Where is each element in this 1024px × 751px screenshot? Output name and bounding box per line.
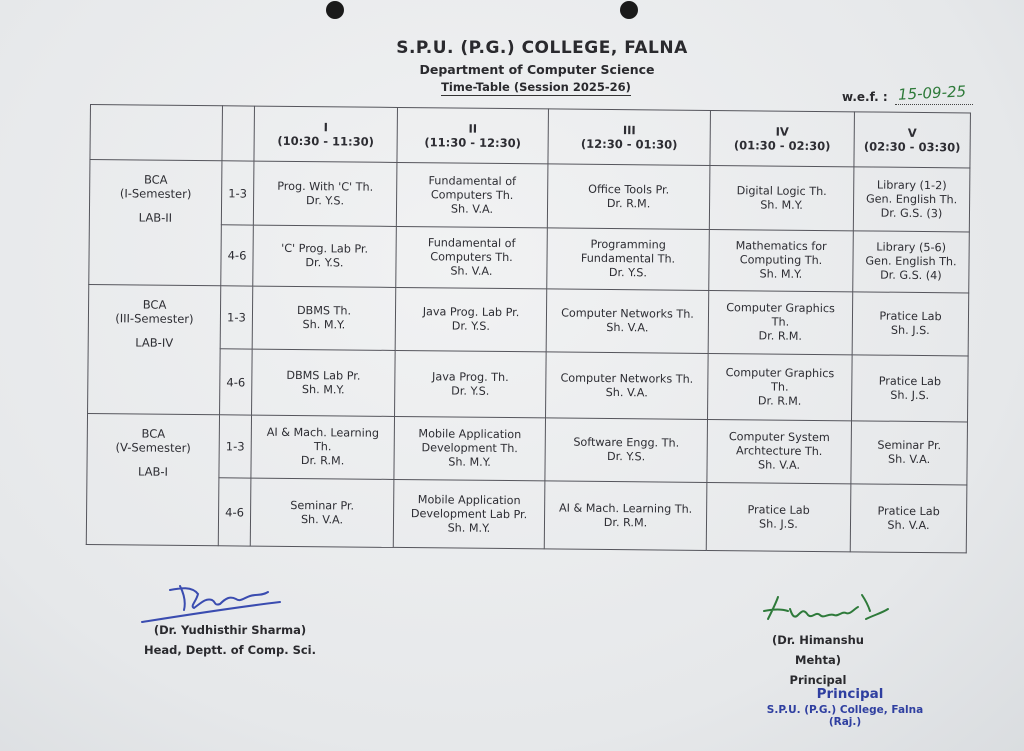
class-cell — [853, 167, 970, 232]
principal-signature-block — [748, 630, 888, 690]
class-cell-line: Fundamental of — [427, 236, 516, 251]
class-cell-line: Java Prog. Th. — [432, 369, 509, 384]
class-cell-line: Dr. Y.S. — [607, 449, 646, 464]
class-cell — [850, 484, 967, 553]
class-cell-line: Library (1-2) — [876, 178, 947, 192]
class-cell-line: Th. — [771, 315, 790, 329]
class-cell — [252, 349, 396, 416]
class-cell-line: Pratice Lab — [747, 502, 810, 517]
class-cell-line: Sh. M.Y. — [302, 318, 346, 332]
class-cell-line: Dr. Y.S. — [451, 319, 490, 333]
wef-label: w.e.f. : — [842, 90, 888, 104]
class-cell — [547, 164, 710, 230]
class-cell-line: Sh. V.A. — [605, 385, 648, 399]
class-cell-line: Mobile Application — [417, 492, 521, 507]
class-cell-line: 'C' Prog. Lab Pr. — [281, 241, 369, 256]
class-cell-line: Mathematics for — [735, 239, 827, 254]
class-cell-line: Sh. J.S. — [890, 323, 930, 338]
class-cell-line: Dr. R.M. — [603, 515, 648, 529]
class-cell — [396, 162, 548, 227]
class-cell-line: Development Lab Pr. — [410, 506, 528, 521]
slot-cell: 1-3 — [220, 286, 253, 349]
class-cell-line: Sh. M.Y. — [759, 267, 803, 281]
class-cell-line: Th. — [771, 380, 789, 394]
class-cell-line: Computer Graphics — [726, 301, 835, 316]
stamp-line-2: S.P.U. (P.G.) College, Falna (Raj.) — [766, 704, 924, 728]
class-cell-line: Dr. G.S. (3) — [880, 206, 943, 220]
class-cell-line: Library (5-6) — [876, 240, 947, 255]
class-cell — [396, 226, 548, 288]
class-cell-line: Dr. Y.S. — [451, 383, 490, 398]
class-cell — [395, 287, 547, 351]
header-slot-cell — [222, 106, 255, 161]
program-name: BCA — [143, 172, 168, 187]
period-header: III (12:30 - 01:30) — [548, 109, 711, 166]
slot-cell: 1-3 — [219, 415, 252, 478]
class-cell — [708, 290, 853, 354]
class-cell-line: Seminar Pr. — [290, 498, 355, 513]
class-cell-line: Sh. M.Y. — [301, 382, 345, 396]
class-cell-line: Sh. V.A. — [757, 458, 801, 472]
class-cell — [253, 225, 397, 287]
class-cell-line: Digital Logic Th. — [736, 183, 827, 198]
punch-hole-right — [620, 1, 638, 19]
header-row — [90, 105, 970, 168]
class-cell — [708, 353, 853, 420]
class-cell-line: Pratice Lab — [878, 374, 942, 388]
slot-cell: 4-6 — [220, 349, 253, 415]
program-semester: (V-Semester) — [115, 440, 191, 455]
timetable — [86, 104, 971, 553]
slot-cell: 4-6 — [218, 478, 251, 546]
hod-signature-block — [130, 620, 330, 660]
header-corner-cell — [90, 105, 223, 161]
class-cell — [853, 231, 970, 293]
period-header: V (02:30 - 03:30) — [854, 112, 971, 168]
class-cell-line: Dr. Y.S. — [608, 265, 647, 280]
class-cell — [395, 350, 547, 417]
class-cell-line: Computer Graphics — [725, 365, 835, 380]
class-cell-line: Sh. V.A. — [887, 518, 930, 532]
program-lab: LAB-IV — [135, 335, 174, 350]
program-cell — [88, 284, 221, 414]
class-cell-line: Fundamental Th. — [580, 251, 676, 266]
hod-signature — [140, 572, 290, 627]
slot-cell: 1-3 — [221, 161, 254, 225]
class-cell-line: Prog. With 'C' Th. — [277, 179, 374, 194]
program-cell — [89, 160, 222, 286]
program-cell — [86, 413, 219, 545]
class-cell-line: Mobile Application — [418, 427, 522, 442]
class-cell-line: Sh. V.A. — [450, 264, 493, 278]
timetable-row — [88, 284, 969, 355]
program-lab: LAB-I — [137, 464, 169, 479]
hod-title: Head, Deptt. of Comp. Sci. — [144, 643, 316, 657]
class-cell-line: Computers Th. — [430, 187, 514, 202]
class-cell — [253, 161, 397, 226]
class-cell-line: Computers Th. — [430, 250, 513, 265]
class-cell-line: Fundamental of — [428, 173, 517, 188]
class-cell-line: Software Engg. Th. — [573, 435, 680, 450]
slot-cell: 4-6 — [221, 225, 254, 286]
class-cell-line: Dr. R.M. — [300, 454, 345, 468]
principal-signature — [758, 585, 898, 635]
class-cell — [707, 419, 852, 483]
class-cell-line: DBMS Th. — [296, 303, 352, 318]
class-cell-line: Sh. V.A. — [606, 320, 649, 335]
principal-title: Principal — [789, 673, 847, 687]
class-cell — [546, 289, 709, 354]
class-cell — [393, 479, 545, 548]
class-cell-line: Office Tools Pr. — [588, 182, 670, 197]
class-cell-line: Java Prog. Lab Pr. — [422, 305, 520, 320]
class-cell-line: Sh. J.S. — [890, 388, 930, 402]
program-name: BCA — [142, 297, 167, 312]
class-cell — [394, 416, 546, 480]
program-lab: LAB-II — [138, 210, 173, 225]
period-header: IV (01:30 - 02:30) — [710, 110, 855, 166]
class-cell-line: Computer Networks Th. — [561, 306, 694, 321]
hod-name: (Dr. Yudhisthir Sharma) — [153, 623, 307, 637]
college-name: S.P.U. (P.G.) COLLEGE, FALNA — [396, 38, 688, 58]
punch-hole-left — [326, 1, 344, 19]
timetable-row — [88, 347, 969, 421]
class-cell-line: DBMS Lab Pr. — [286, 368, 361, 383]
class-cell — [250, 478, 394, 547]
class-cell — [251, 415, 395, 479]
class-cell-line: Sh. M.Y. — [447, 520, 491, 535]
class-cell — [706, 482, 851, 551]
class-cell-line: Dr. R.M. — [758, 329, 803, 343]
class-cell-line: Sh. J.S. — [759, 516, 798, 531]
class-cell-line: Pratice Lab — [879, 309, 942, 324]
class-cell-line: AI & Mach. Learning Th. — [558, 501, 693, 516]
class-cell — [852, 292, 969, 356]
class-cell-line: Gen. English Th. — [865, 191, 958, 206]
class-cell-line: Gen. English Th. — [865, 254, 957, 269]
class-cell-line: Sh. V.A. — [888, 452, 931, 467]
class-cell — [851, 355, 968, 422]
class-cell-line: Programming — [590, 237, 666, 252]
class-cell — [544, 481, 707, 551]
wef-dotted-line — [895, 104, 973, 105]
class-cell — [545, 418, 708, 483]
timetable-row — [89, 160, 970, 232]
class-cell-line: Archtecture Th. — [735, 444, 823, 459]
class-cell-line: Sh. M.Y. — [760, 197, 803, 212]
class-cell — [546, 352, 709, 420]
class-cell-line: Seminar Pr. — [877, 438, 942, 453]
class-cell — [547, 228, 710, 291]
class-cell-line: Dr. G.S. (4) — [880, 268, 942, 283]
class-cell-line: Computer Networks Th. — [560, 371, 694, 386]
class-cell-line: Dr. R.M. — [606, 196, 651, 210]
department-name: Department of Computer Science — [419, 62, 655, 77]
class-cell — [709, 165, 854, 230]
class-cell — [252, 286, 396, 350]
class-cell-line: Sh. V.A. — [450, 201, 494, 216]
program-name: BCA — [141, 426, 166, 441]
period-header: I (10:30 - 11:30) — [254, 106, 398, 162]
principal-stamp — [755, 686, 935, 728]
class-cell-line: AI & Mach. Learning — [266, 425, 380, 440]
program-semester: (III-Semester) — [115, 311, 194, 327]
timetable-row — [89, 223, 970, 292]
principal-name: (Dr. Himanshu Mehta) — [772, 633, 864, 667]
class-cell — [851, 421, 968, 485]
wef-date-handwritten: 15-09-25 — [897, 82, 967, 104]
program-semester: (I-Semester) — [119, 186, 192, 201]
class-cell — [709, 229, 854, 291]
class-cell-line: Computing Th. — [739, 253, 823, 268]
class-cell-line: Dr. Y.S. — [305, 193, 345, 207]
class-cell-line: Dr. Y.S. — [305, 256, 344, 270]
stamp-line-1: Principal — [816, 686, 884, 702]
timetable-row — [86, 476, 967, 552]
class-cell-line: Sh. M.Y. — [448, 455, 491, 469]
class-cell-line: Sh. V.A. — [300, 512, 344, 526]
timetable-row — [87, 413, 968, 484]
period-header: II (11:30 - 12:30) — [397, 107, 549, 163]
class-cell-line: Th. — [313, 440, 332, 454]
class-cell-line: Pratice Lab — [877, 504, 940, 518]
timetable-title: Time-Table (Session 2025-26) — [441, 80, 631, 94]
class-cell-line: Computer System — [728, 430, 830, 445]
class-cell-line: Development Th. — [421, 441, 518, 456]
class-cell-line: Dr. R.M. — [757, 393, 802, 408]
